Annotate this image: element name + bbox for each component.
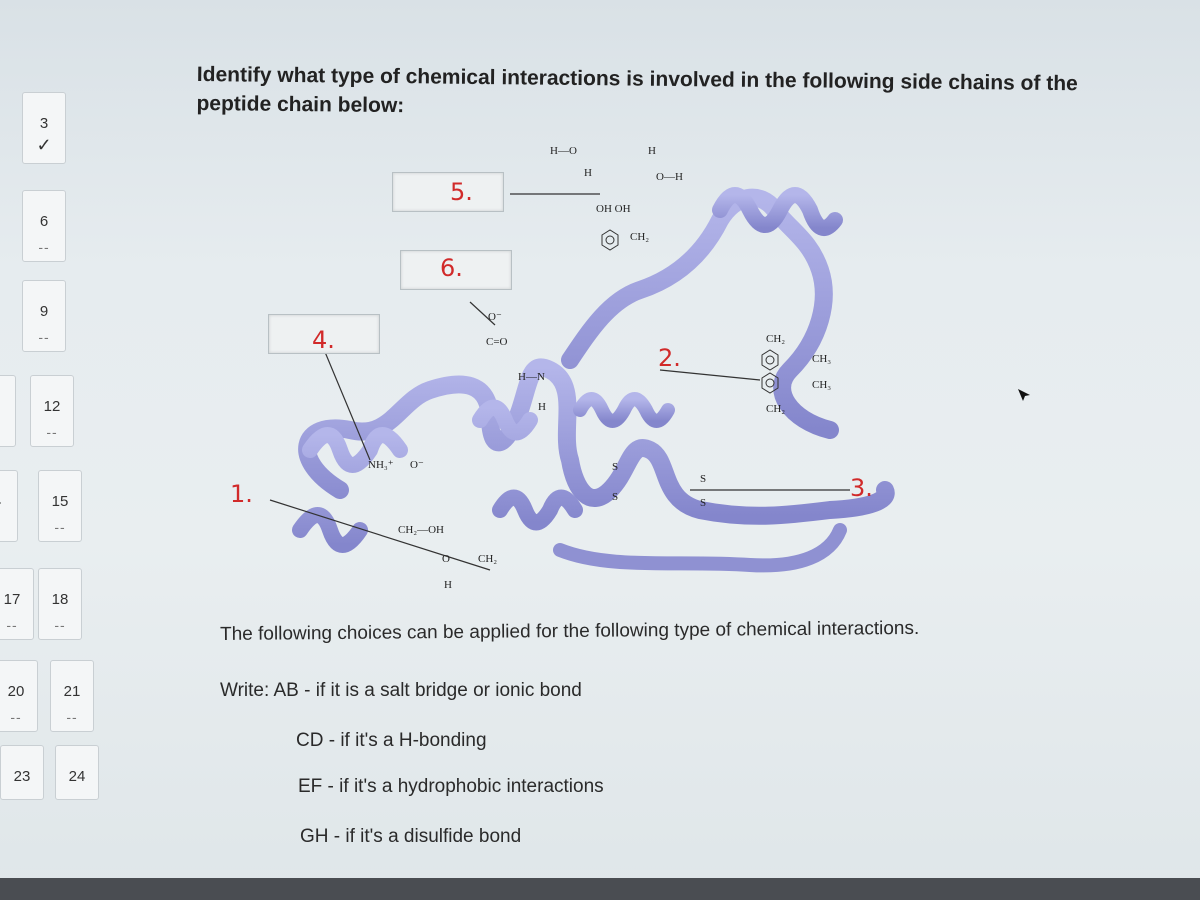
tile-status: -- xyxy=(54,617,66,633)
tile-status: -- xyxy=(10,709,22,725)
question-tile-partial[interactable] xyxy=(0,375,16,447)
chem-s-3: S xyxy=(700,473,707,485)
chem-o-h: O—H xyxy=(656,171,683,183)
chem-h-o: H—O xyxy=(550,145,577,157)
question-tile-15[interactable] xyxy=(38,470,82,542)
tile-number: 6 xyxy=(39,213,49,230)
chem-ch2-right-low: CH₂ xyxy=(766,403,786,415)
tile-status: -- xyxy=(6,617,18,633)
tile-status: -- xyxy=(46,424,58,440)
mouse-cursor-icon xyxy=(1016,387,1032,403)
chem-ch2-right: CH₂ xyxy=(766,333,786,345)
chem-oh-oh: OH OH xyxy=(596,203,631,215)
chem-h-low: H xyxy=(444,579,452,591)
tile-number: 24 xyxy=(68,768,86,785)
tile-number: 18 xyxy=(51,591,69,608)
handwritten-label-2: 2. xyxy=(658,344,681,372)
chem-ch2-low: CH₂ xyxy=(478,553,498,565)
chem-c-eq-o: C=O xyxy=(486,336,508,348)
chem-h-top: H xyxy=(584,167,592,179)
tile-status: -- xyxy=(38,239,50,255)
chem-ch3-a: CH₃ xyxy=(812,353,832,365)
tile-status: -- xyxy=(66,709,78,725)
tile-number: 23 xyxy=(13,768,31,785)
handwritten-label-4: 4. xyxy=(312,326,335,354)
handwritten-label-1: 1. xyxy=(230,480,253,508)
chem-o-minus-top: O⁻ xyxy=(488,311,502,323)
tile-number: 21 xyxy=(63,683,81,700)
question-tile-18[interactable] xyxy=(38,568,82,640)
chem-nh3: NH₃⁺ xyxy=(368,459,394,471)
choice-ab: Write: AB - if it is a salt bridge or ionic bond xyxy=(220,680,582,701)
answer-box-5[interactable] xyxy=(392,172,504,212)
chem-h-n: H—N xyxy=(518,371,545,383)
question-title: Identify what type of chemical interactions is involved in the following side chains of the peptide chain below: xyxy=(196,62,1078,118)
handwritten-label-3: 3. xyxy=(850,474,873,502)
tile-number: 12 xyxy=(43,398,61,415)
question-tile-6[interactable] xyxy=(22,190,66,262)
question-tile-partial[interactable] xyxy=(0,470,18,542)
chem-ch3-b: CH₃ xyxy=(812,379,832,391)
question-tile-20[interactable] xyxy=(0,660,38,732)
question-tile-3[interactable] xyxy=(22,92,66,164)
choice-ef: EF - if it's a hydrophobic interactions xyxy=(298,776,604,797)
tile-number: 17 xyxy=(3,591,21,608)
chem-s-2: S xyxy=(612,491,619,503)
handwritten-label-6: 6. xyxy=(440,254,463,282)
tile-number: 20 xyxy=(7,683,25,700)
check-icon: ✓ xyxy=(36,135,52,155)
peptide-upper-loop xyxy=(570,198,830,430)
choices-intro: The following choices can be applied for the following type of chemical interactions. xyxy=(220,617,920,645)
chem-o-low: O xyxy=(442,553,450,565)
tile-status: -- xyxy=(38,329,50,345)
tile-number xyxy=(0,493,1,510)
question-tile-17[interactable] xyxy=(0,568,34,640)
question-tile-23[interactable] xyxy=(0,745,44,800)
tile-number: 9 xyxy=(39,303,49,320)
question-tile-24[interactable] xyxy=(55,745,99,800)
question-tile-9[interactable] xyxy=(22,280,66,352)
chem-ch2-oh: CH₂—OH xyxy=(398,524,445,536)
chem-ch2-top: CH₂ xyxy=(630,231,650,243)
chem-s-1: S xyxy=(612,461,619,473)
tile-number: 3 xyxy=(39,115,49,132)
question-tile-12[interactable] xyxy=(30,375,74,447)
benzene-ring-top xyxy=(602,230,618,250)
peptide-helix-left xyxy=(300,435,400,545)
peptide-figure xyxy=(230,130,930,610)
handwritten-label-5: 5. xyxy=(450,178,473,206)
chem-o-minus: O⁻ xyxy=(410,459,424,471)
tile-number: 15 xyxy=(51,493,69,510)
choice-cd: CD - if it's a H-bonding xyxy=(296,730,487,751)
chem-h-top-right: H xyxy=(648,145,656,157)
peptide-bottom-strand xyxy=(560,530,840,565)
choice-gh: GH - if it's a disulfide bond xyxy=(300,826,522,847)
peptide-helix-right xyxy=(580,399,668,421)
bottom-bar xyxy=(0,878,1200,900)
chem-s-4: S xyxy=(700,497,707,509)
tile-status: -- xyxy=(54,519,66,535)
chem-h-mid: H xyxy=(538,401,546,413)
peptide-chain-diagram xyxy=(230,130,930,610)
question-tile-21[interactable] xyxy=(50,660,94,732)
question-navigator xyxy=(0,80,120,800)
